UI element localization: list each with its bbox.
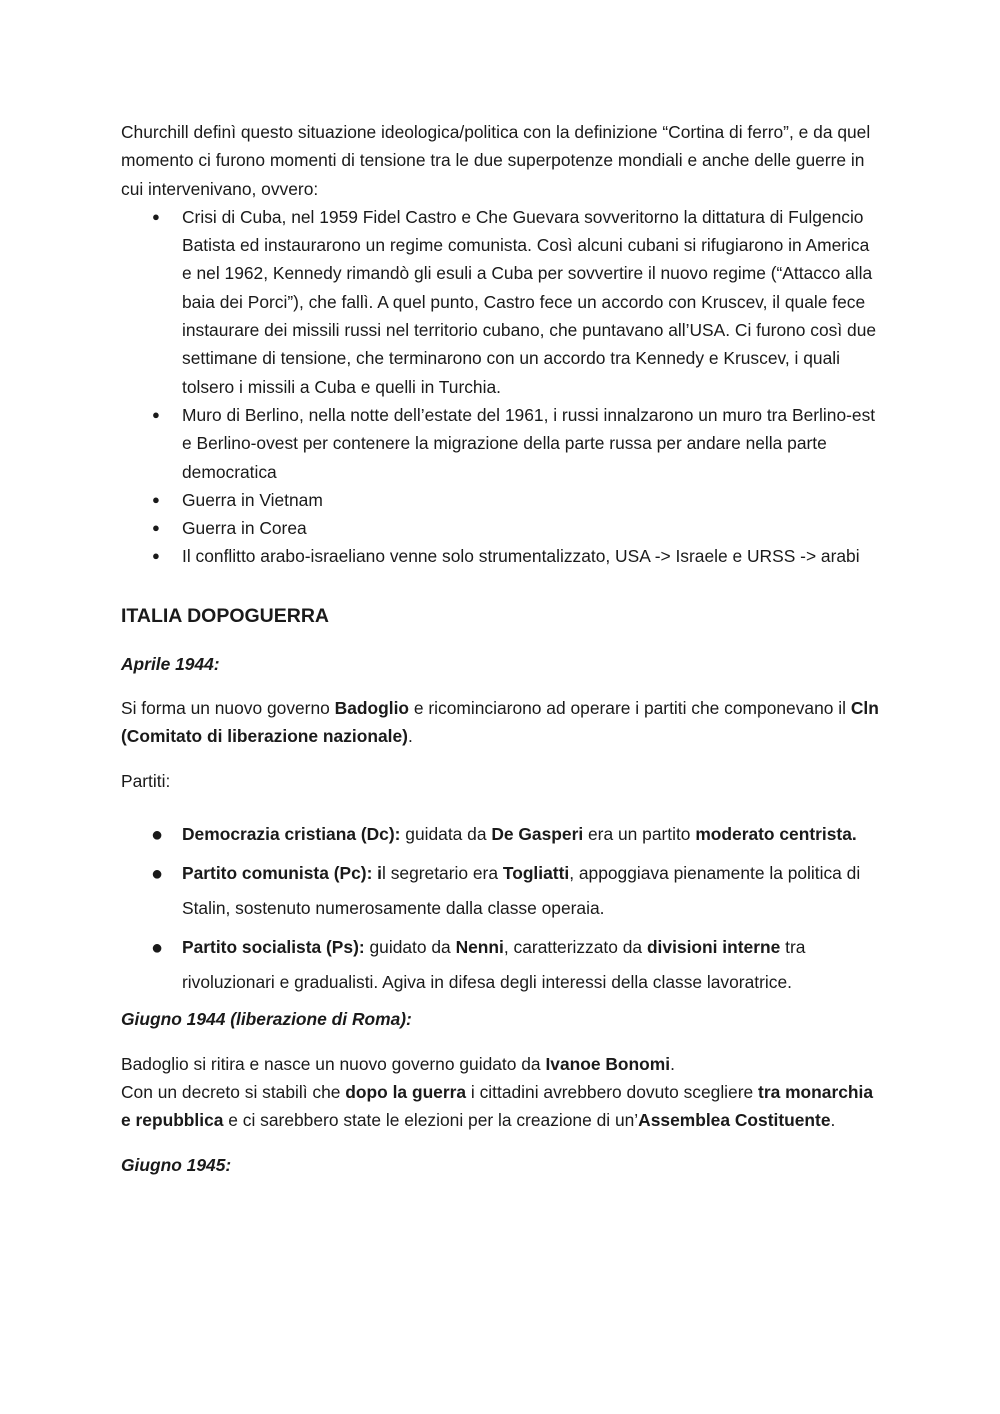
list-item: ● Guerra in Vietnam bbox=[121, 486, 881, 514]
list-item: ● Crisi di Cuba, nel 1959 Fidel Castro e Che Guevara sovveritorno la dittatura di Fulgencio Batista ed instaurarono un regime comunista. Così alcuni cubani si rifugiarono in America e nel 1962, Kennedy rimandò gli esuli a Cuba per sovvertire il nuovo regime (“Attacco alla baia dei Porci”), che fallì. A quel punto, Castro fece un accordo con Kruscev, il quale fece instaurare dei missili russi nel territorio cubano, che puntavano all’USA. Ci furono così due settimane di tensione, che terminarono con un accordo tra Kennedy e Kruscev, i quali tolsero i missili a Cuba e quelli in Turchia. bbox=[121, 203, 881, 401]
bullet-icon: ● bbox=[151, 823, 164, 846]
paragraph-bonomi: Badoglio si ritira e nasce un nuovo governo guidato da Ivanoe Bonomi. bbox=[121, 1053, 675, 1074]
bullet-icon: ● bbox=[152, 208, 160, 224]
party-item-dc: ● Democrazia cristiana (Dc): guidata da De Gasperi era un partito moderato centrista. bbox=[121, 817, 881, 852]
parties-list bbox=[121, 817, 881, 1000]
partiti-label: Partiti: bbox=[121, 770, 171, 791]
conflicts-list bbox=[121, 203, 881, 571]
bullet-icon: ● bbox=[152, 406, 160, 422]
list-item: ● Muro di Berlino, nella notte dell’estate del 1961, i russi innalzarono un muro tra Berlino-est e Berlino-ovest per contenere la migrazione della parte russa per andare nella parte democratica bbox=[121, 401, 881, 486]
paragraph-decreto: Con un decreto si stabilì che dopo la guerra i cittadini avrebbero dovuto scegliere tra monarchia e repubblica e ci sarebbero state le elezioni per la creazione di un’Assemblea Costituente. bbox=[121, 1082, 874, 1131]
bullet-icon: ● bbox=[152, 520, 160, 536]
party-item-pc: ● Partito comunista (Pc): il segretario era Togliatti, appoggiava pienamente la politica di Stalin, sostenuto numerosamente dalla classe operaia. bbox=[121, 856, 881, 925]
document-page bbox=[121, 118, 881, 1179]
bullet-icon: ● bbox=[151, 863, 164, 886]
intro-paragraph: Churchill definì questo situazione ideologica/politica con la definizione “Cortina di ferro”, e da quel momento ci furono momenti di tensione tra le due superpotenze mondiali e anche delle guerre in cui intervenivano, ovvero: bbox=[121, 122, 871, 199]
list-item: ● Il conflitto arabo-israeliano venne solo strumentalizzato, USA -> Israele e URSS -> arabi bbox=[121, 542, 881, 570]
paragraph-badoglio: Si forma un nuovo governo Badoglio e ricominciarono ad operare i partiti che componevano il Cln (Comitato di liberazione nazionale). bbox=[121, 698, 879, 747]
date-heading-june-1945: Giugno 1945: bbox=[121, 1154, 232, 1175]
section-heading: ITALIA DOPOGUERRA bbox=[121, 604, 329, 627]
date-heading-june-1944: Giugno 1944 (liberazione di Roma): bbox=[121, 1009, 412, 1030]
list-item: ● Guerra in Corea bbox=[121, 514, 881, 542]
bullet-icon: ● bbox=[152, 491, 160, 507]
bullet-icon: ● bbox=[151, 937, 164, 960]
date-heading-april-1944: Aprile 1944: bbox=[121, 653, 220, 674]
bullet-icon: ● bbox=[152, 548, 160, 564]
party-item-ps: ● Partito socialista (Ps): guidato da Nenni, caratterizzato da divisioni interne tra rivoluzionari e gradualisti. Agiva in difesa degli interessi della classe lavoratrice. bbox=[121, 930, 881, 999]
